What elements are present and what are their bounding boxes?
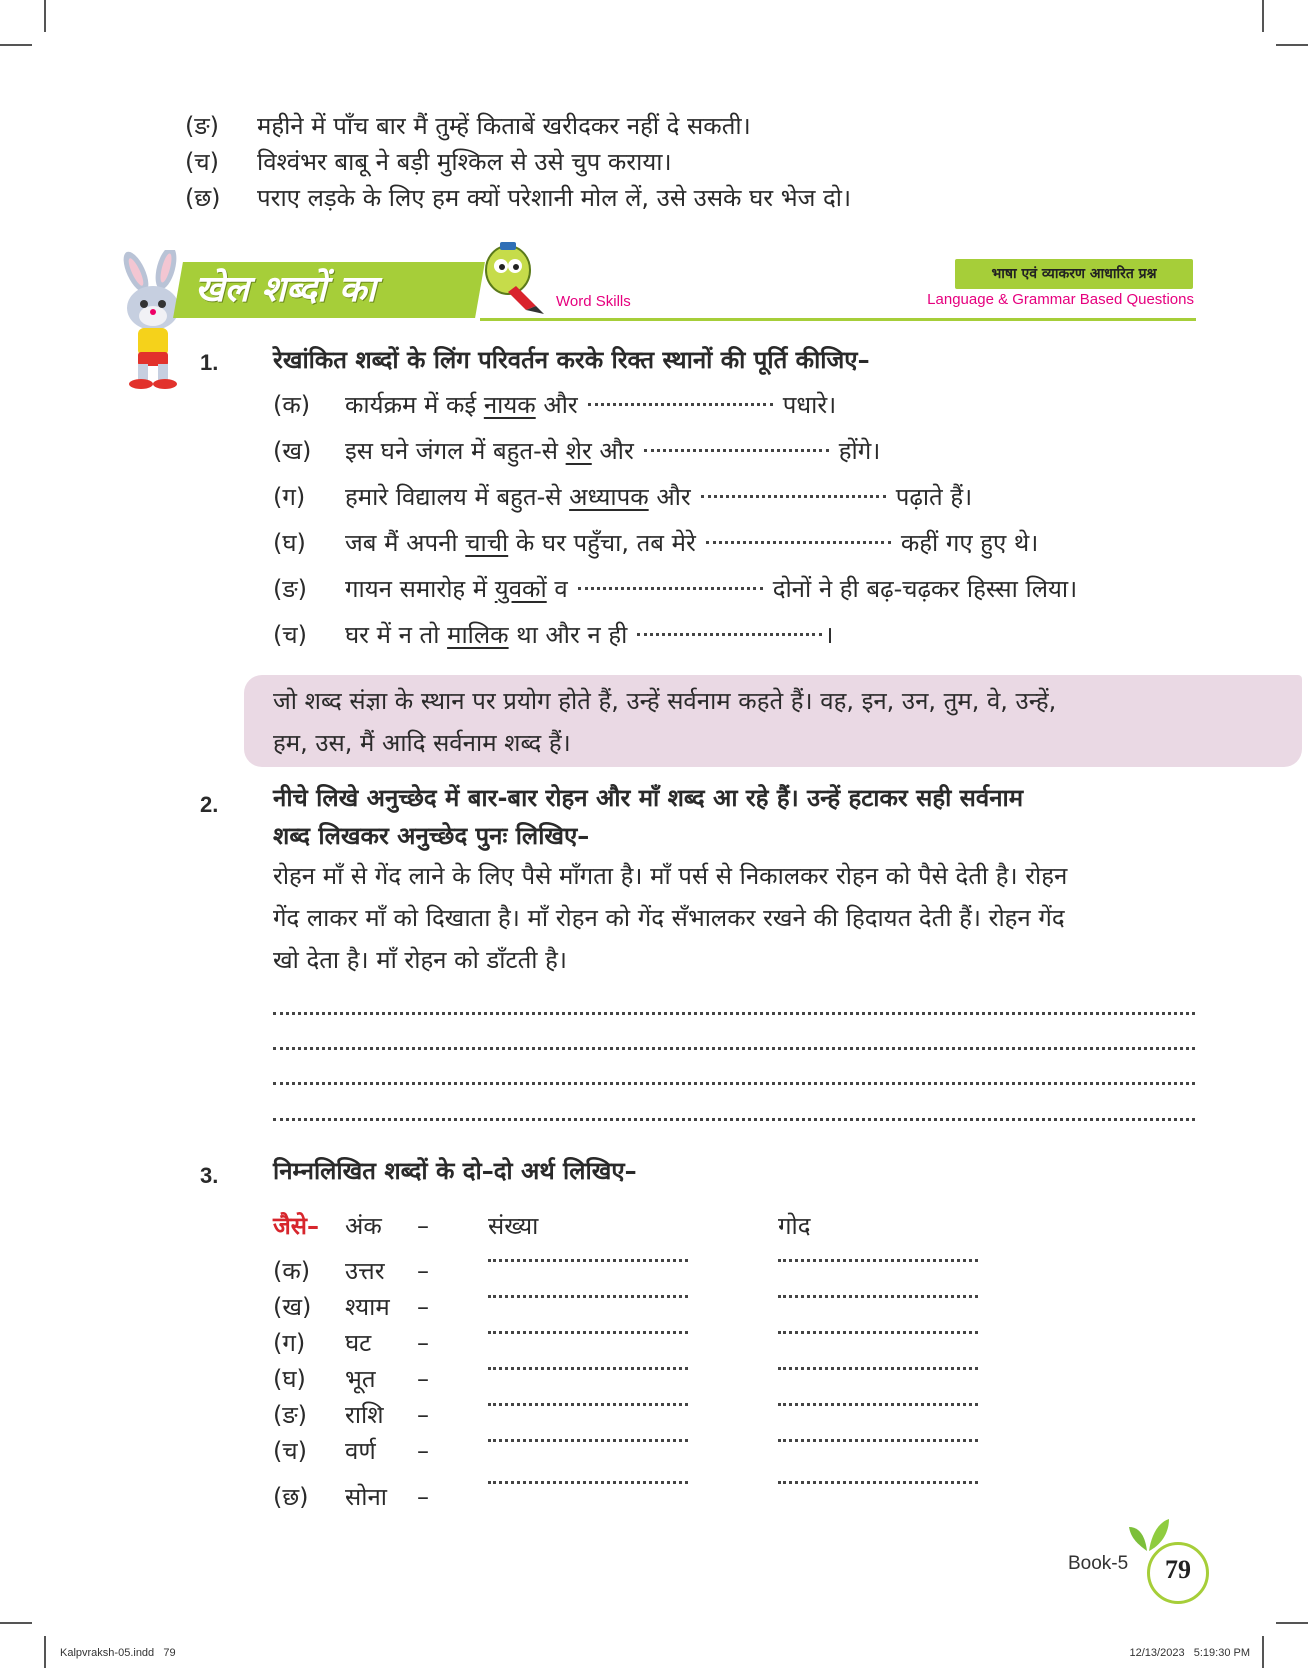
list-item: (घ) भूत – bbox=[273, 1365, 429, 1393]
meaning-blank[interactable] bbox=[488, 1257, 688, 1262]
meaning-blank[interactable] bbox=[778, 1365, 978, 1370]
question-instruction: निम्नलिखित शब्दों के दो–दो अर्थ लिखिए– bbox=[273, 1157, 637, 1185]
badge-english: Language & Grammar Based Questions bbox=[927, 291, 1194, 308]
question-number: 2. bbox=[200, 792, 219, 817]
book-label: Book-5 bbox=[1068, 1553, 1129, 1574]
list-item: (च) घर में न तो मालिक था और न ही । bbox=[273, 621, 834, 649]
note-text: जो शब्द संज्ञा के स्थान पर प्रयोग होते हैं, उन्हें सर्वनाम कहते हैं। वह, इन, उन, तुम, वे, उन्हें, bbox=[273, 687, 1057, 715]
meaning-blank[interactable] bbox=[778, 1437, 978, 1442]
meaning-blank[interactable] bbox=[488, 1401, 688, 1406]
top-sentence: (ङ) महीने में पाँच बार मैं तुम्हें किताबें खरीदकर नहीं दे सकती। bbox=[185, 112, 751, 140]
meaning-blank[interactable] bbox=[778, 1293, 978, 1298]
crop-mark bbox=[1262, 1636, 1264, 1668]
blank-field[interactable] bbox=[578, 573, 763, 590]
answer-line[interactable] bbox=[273, 1116, 1195, 1121]
badge-hindi: भाषा एवं व्याकरण आधारित प्रश्न bbox=[955, 259, 1193, 289]
meaning-blank[interactable] bbox=[778, 1329, 978, 1334]
example-meaning: संख्या bbox=[488, 1212, 539, 1240]
page-number: 79 bbox=[1165, 1555, 1191, 1584]
note-text: हम, उस, मैं आदि सर्वनाम शब्द हैं। bbox=[273, 729, 571, 757]
meaning-blank[interactable] bbox=[488, 1293, 688, 1298]
list-item: (घ) जब मैं अपनी चाची के घर पहुँचा, तब मेरे कहीं गए हुए थे। bbox=[273, 529, 1039, 557]
word-skills-label: Word Skills bbox=[556, 293, 631, 310]
top-sentence: (च) विश्वंभर बाबू ने बड़ी मुश्किल से उसे चुप कराया। bbox=[185, 148, 672, 176]
question-instruction: शब्द लिखकर अनुच्छेद पुनः लिखिए– bbox=[273, 822, 590, 850]
paragraph-text: खो देता है। माँ रोहन को डाँटती है। bbox=[273, 946, 567, 974]
paragraph-text: रोहन माँ से गेंद लाने के लिए पैसे माँगता है। माँ पर्स से निकालकर रोहन को पैसे देती है। रोहन bbox=[273, 862, 1068, 890]
crop-mark bbox=[44, 1636, 46, 1668]
top-sentence: (छ) पराए लड़के के लिए हम क्यों परेशानी मोल लें, उसे उसके घर भेज दो। bbox=[185, 184, 852, 212]
section-title: खेल शब्दों का bbox=[195, 269, 376, 310]
meaning-blank[interactable] bbox=[488, 1437, 688, 1442]
list-item: (क) उत्तर – bbox=[273, 1257, 429, 1285]
example-meaning: गोद bbox=[778, 1212, 811, 1240]
question-instruction: रेखांकित शब्दों के लिंग परिवर्तन करके रिक्त स्थानों की पूर्ति कीजिए– bbox=[273, 346, 870, 374]
question-number: 3. bbox=[200, 1163, 219, 1188]
list-item: (ङ) राशि – bbox=[273, 1401, 429, 1429]
file-slug: Kalpvraksh-05.indd 79 bbox=[60, 1647, 176, 1659]
pencil-mascot-icon bbox=[478, 240, 548, 316]
blank-field[interactable] bbox=[701, 481, 886, 498]
blank-field[interactable] bbox=[637, 619, 822, 636]
meaning-blank[interactable] bbox=[488, 1329, 688, 1334]
list-item: (ख) इस घने जंगल में बहुत-से शेर और होंगे। bbox=[273, 437, 881, 465]
crop-mark bbox=[1262, 0, 1264, 32]
blank-field[interactable] bbox=[588, 389, 773, 406]
meaning-blank[interactable] bbox=[488, 1365, 688, 1370]
meaning-blank[interactable] bbox=[778, 1401, 978, 1406]
list-item: (ग) घट – bbox=[273, 1329, 429, 1357]
list-item: (ग) हमारे विद्यालय में बहुत-से अध्यापक और पढ़ाते हैं। bbox=[273, 483, 973, 511]
list-item: (छ) सोना – bbox=[273, 1483, 429, 1511]
example-label: जैसे– bbox=[273, 1212, 320, 1240]
list-item: (ख) श्याम – bbox=[273, 1293, 429, 1321]
section-underline bbox=[480, 318, 1196, 321]
meaning-blank[interactable] bbox=[778, 1257, 978, 1262]
meaning-blank[interactable] bbox=[778, 1479, 978, 1484]
answer-line[interactable] bbox=[273, 1080, 1195, 1085]
crop-mark bbox=[0, 1622, 32, 1624]
question-instruction: नीचे लिखे अनुच्छेद में बार-बार रोहन और माँ शब्द आ रहे हैं। उन्हें हटाकर सही सर्वनाम bbox=[273, 784, 1024, 812]
crop-mark bbox=[1276, 44, 1308, 46]
question-number: 1. bbox=[200, 350, 219, 375]
paragraph-text: गेंद लाकर माँ को दिखाता है। माँ रोहन को गेंद सँभालकर रखने की हिदायत देती हैं। रोहन गेंद bbox=[273, 904, 1065, 932]
list-item: (च) वर्ण – bbox=[273, 1437, 429, 1465]
list-item: (ङ) गायन समारोह में युवकों व दोनों ने ही बढ़-चढ़कर हिस्सा लिया। bbox=[273, 575, 1078, 603]
blank-field[interactable] bbox=[706, 527, 891, 544]
crop-mark bbox=[0, 44, 32, 46]
example-row: जैसे– अंक – bbox=[273, 1212, 429, 1240]
answer-line[interactable] bbox=[273, 1010, 1195, 1015]
crop-mark bbox=[44, 0, 46, 32]
crop-mark bbox=[1276, 1622, 1308, 1624]
answer-line[interactable] bbox=[273, 1045, 1195, 1050]
meaning-blank[interactable] bbox=[488, 1479, 688, 1484]
list-item: (क) कार्यक्रम में कई नायक और पधारे। bbox=[273, 391, 837, 419]
timestamp-slug: 12/13/2023 5:19:30 PM bbox=[1129, 1647, 1250, 1659]
blank-field[interactable] bbox=[644, 435, 829, 452]
